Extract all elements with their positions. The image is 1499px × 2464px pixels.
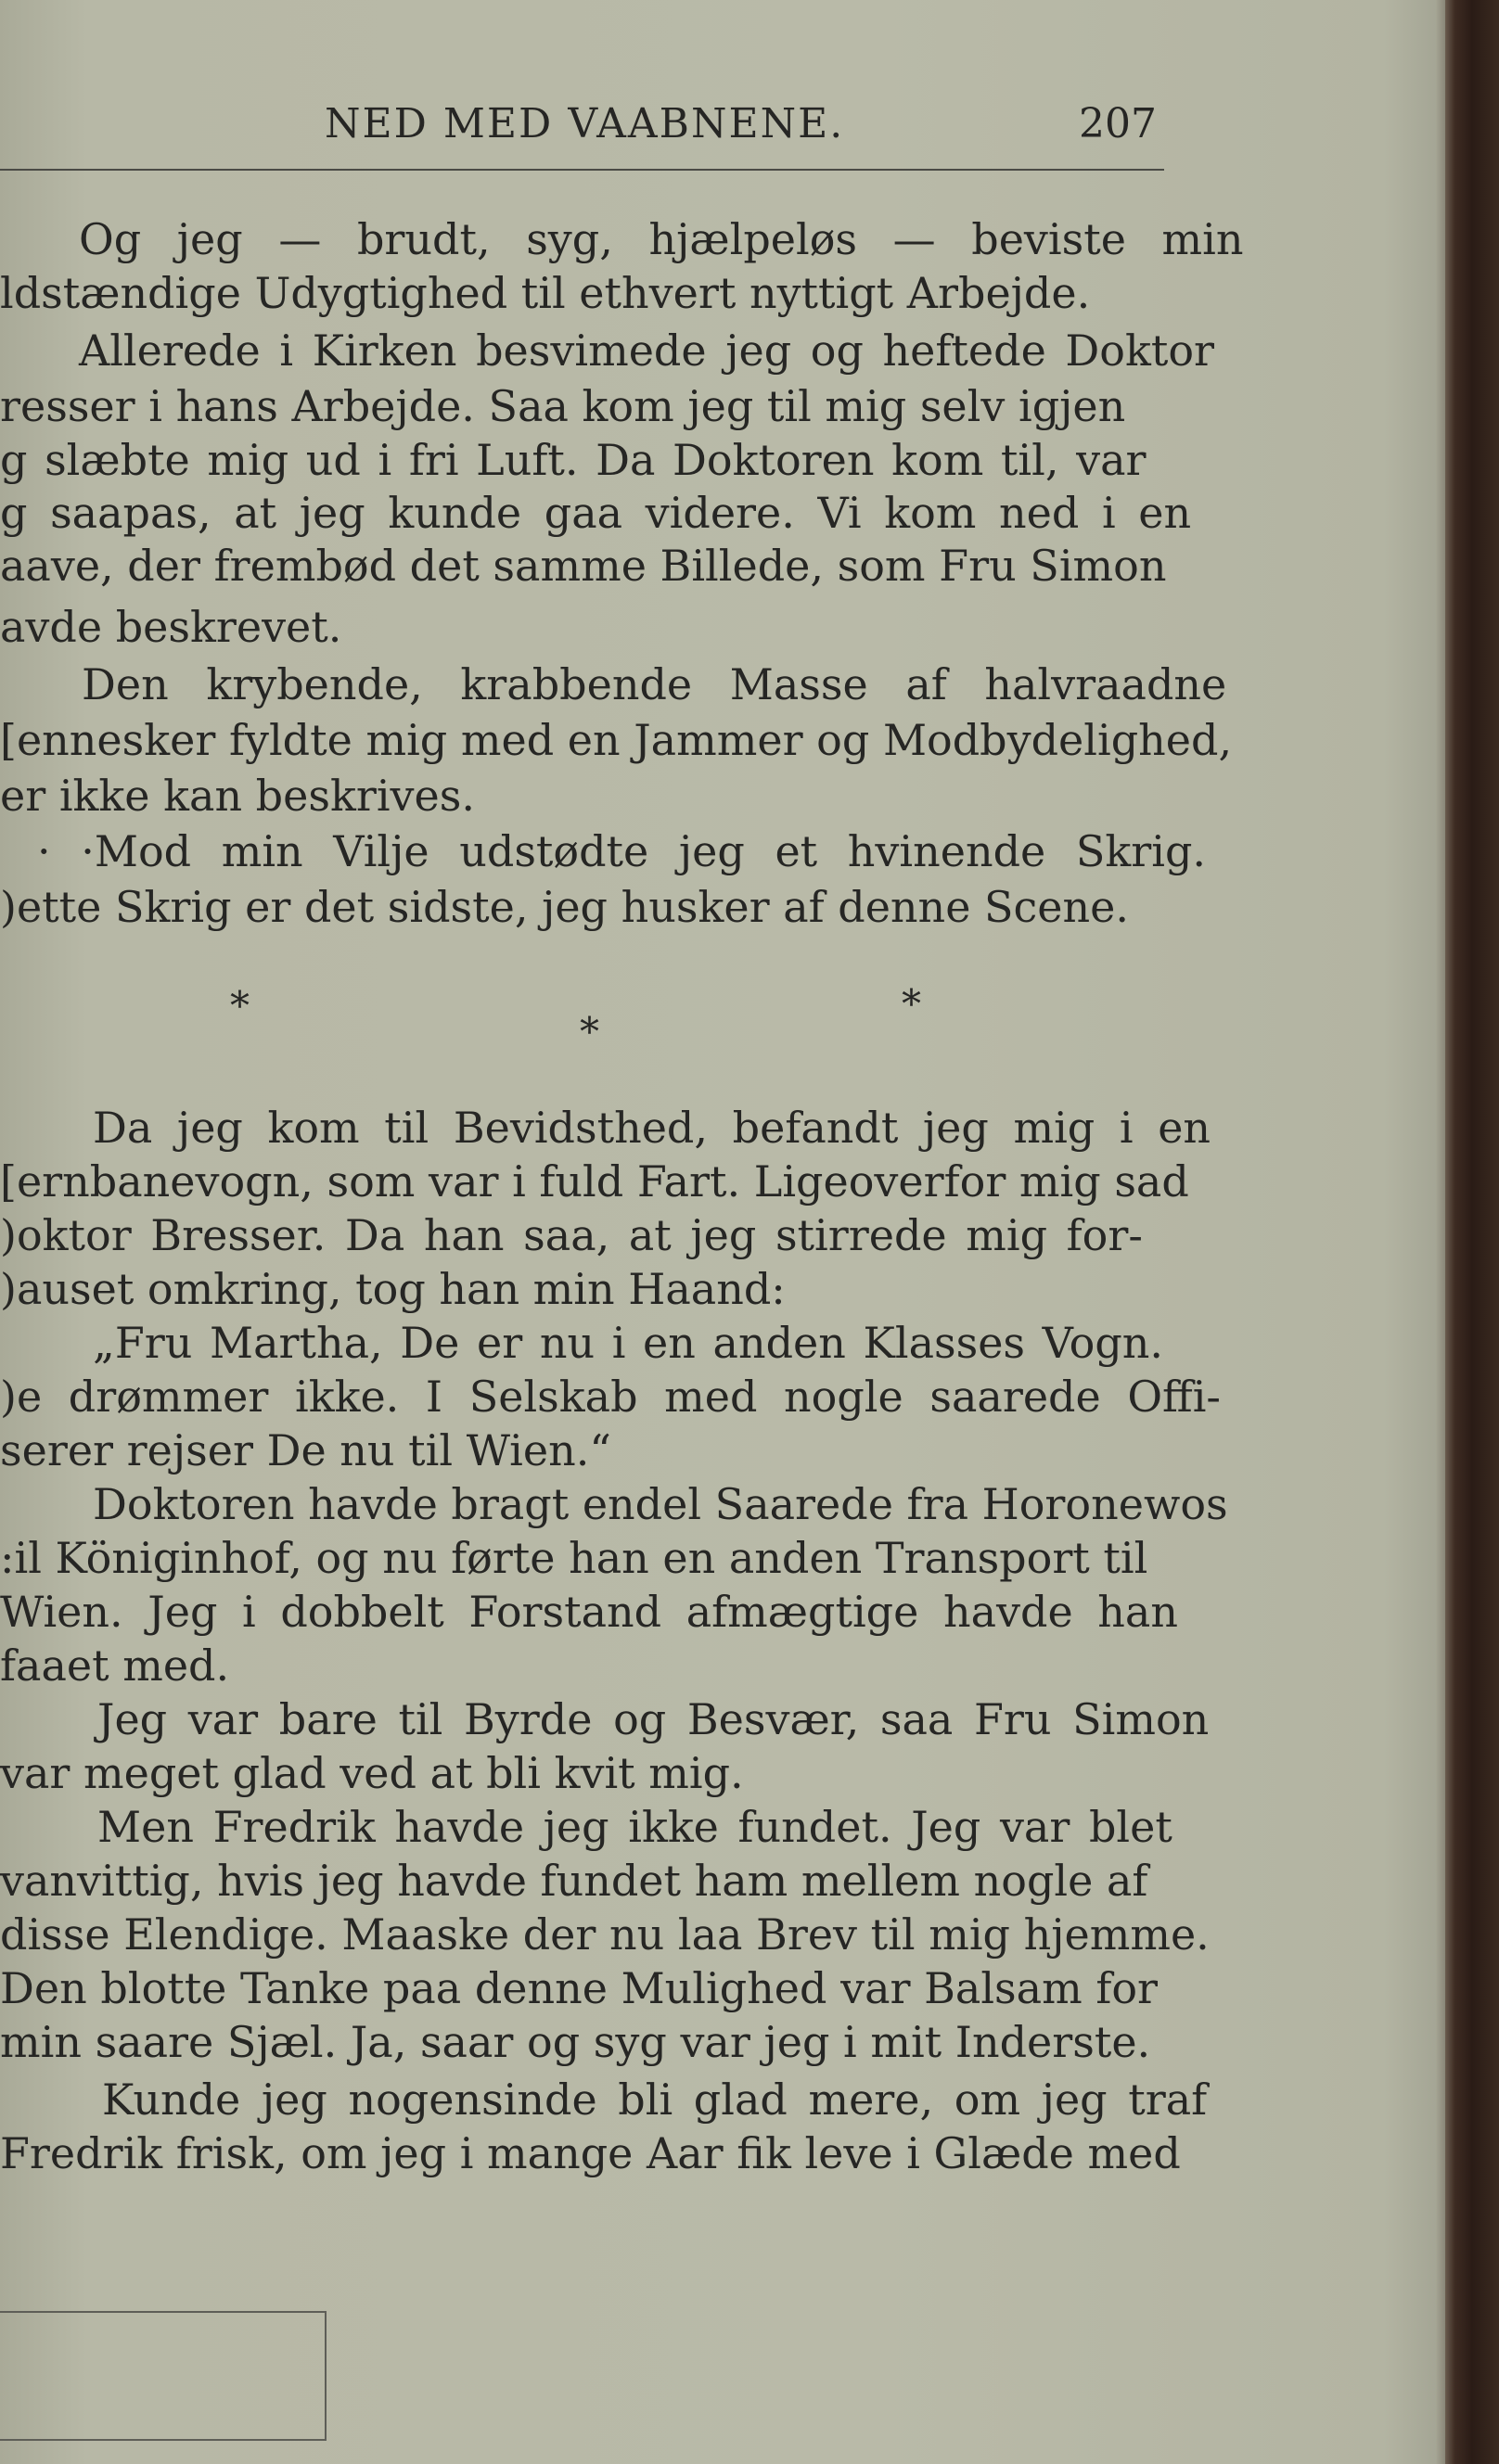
text-line: Jeg var bare til Byrde og Besvær, saa Fru Simon bbox=[97, 1694, 1210, 1744]
text-line: Den krybende, krabbende Masse af halvraadne bbox=[82, 659, 1227, 709]
text-line: )oktor Bresser. Da han saa, at jeg stirrede mig for- bbox=[0, 1210, 1143, 1260]
text-line: aave, der frembød det samme Billede, som Fru Simon bbox=[0, 541, 1167, 591]
text-line: Og jeg — brudt, syg, hjælpeløs — beviste min bbox=[79, 214, 1244, 264]
text-line: avde beskrevet. bbox=[0, 602, 342, 652]
text-line: Wien. Jeg i dobbelt Forstand afmægtige havde han bbox=[0, 1587, 1178, 1637]
section-break-star: * bbox=[230, 983, 250, 1028]
section-break-star: * bbox=[580, 1009, 599, 1054]
text-line: Da jeg kom til Bevidsthed, befandt jeg mig i en bbox=[93, 1103, 1211, 1153]
section-break-star: * bbox=[902, 981, 921, 1027]
text-line: serer rejser De nu til Wien.“ bbox=[0, 1425, 611, 1475]
text-line: g slæbte mig ud i fri Luft. Da Doktoren kom til, var bbox=[0, 435, 1147, 485]
text-line: )e drømmer ikke. I Selskab med nogle saarede Offi- bbox=[0, 1372, 1221, 1422]
text-line: [ernbanevogn, som var i fuld Fart. Ligeoverfor mig sad bbox=[0, 1156, 1189, 1206]
text-line: min saare Sjæl. Ja, saar og syg var jeg i mit Inderste. bbox=[0, 2017, 1151, 2067]
text-line: Allerede i Kirken besvimede jeg og heftede Doktor bbox=[79, 326, 1215, 376]
text-line: Men Fredrik havde jeg ikke fundet. Jeg var blet bbox=[97, 1802, 1172, 1852]
text-line: Fredrik frisk, om jeg i mange Aar fik leve i Glæde med bbox=[0, 2128, 1181, 2178]
library-stamp-box bbox=[0, 2311, 327, 2441]
text-line: [ennesker fyldte mig med en Jammer og Modbydelighed, bbox=[0, 715, 1233, 765]
text-line: Den blotte Tanke paa denne Mulighed var Balsam for bbox=[0, 1963, 1159, 2013]
text-line: )ette Skrig er det sidste, jeg husker af denne Scene. bbox=[0, 882, 1130, 932]
page-number: 207 bbox=[1079, 100, 1157, 147]
running-title: NED MED VAABNENE. bbox=[325, 100, 845, 147]
text-line: vanvittig, hvis jeg havde fundet ham mellem nogle af bbox=[0, 1856, 1148, 1906]
text-line: :il Königinhof, og nu førte han en anden Transport til bbox=[0, 1533, 1148, 1583]
text-line: · ·Mod min Vilje udstødte jeg et hvinende Skrig. bbox=[37, 826, 1207, 876]
header-rule bbox=[0, 169, 1164, 171]
text-line: ldstændige Udygtighed til ethvert nyttigt Arbejde. bbox=[0, 268, 1091, 318]
text-line: g saapas, at jeg kunde gaa videre. Vi kom ned i en bbox=[0, 488, 1192, 538]
text-line: Kunde jeg nogensinde bli glad mere, om jeg traf bbox=[102, 2075, 1208, 2125]
text-line: disse Elendige. Maaske der nu laa Brev til mig hjemme. bbox=[0, 1909, 1210, 1960]
text-line: resser i hans Arbejde. Saa kom jeg til mig selv igjen bbox=[0, 381, 1126, 431]
text-line: Doktoren havde bragt endel Saarede fra Horonewos bbox=[93, 1479, 1228, 1529]
text-line: er ikke kan beskrives. bbox=[0, 771, 475, 821]
text-line: )auset omkring, tog han min Haand: bbox=[0, 1264, 786, 1314]
book-binding bbox=[1445, 0, 1499, 2464]
text-line: faaet med. bbox=[0, 1641, 230, 1691]
text-line: „Fru Martha, De er nu i en anden Klasses Vogn. bbox=[93, 1318, 1164, 1368]
text-line: var meget glad ved at bli kvit mig. bbox=[0, 1748, 744, 1798]
